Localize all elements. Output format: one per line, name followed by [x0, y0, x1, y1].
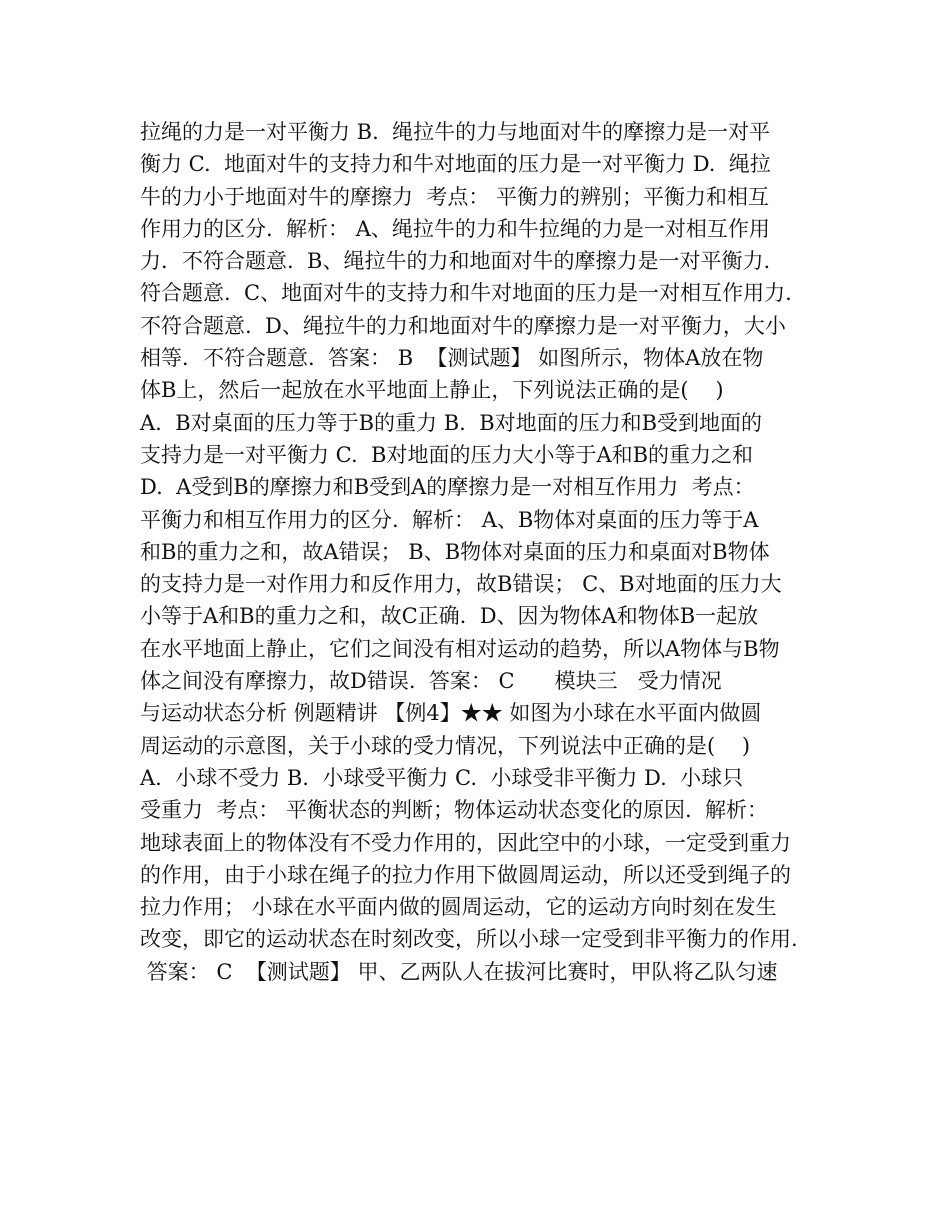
text-line: 作用力的区分. 解析： A、绳拉牛的力和牛拉绳的力是一对相互作用	[140, 216, 770, 241]
text-line: 符合题意. C、地面对牛的支持力和牛对地面的压力是一对相互作用力.	[140, 281, 792, 306]
text-line: 和B的重力之和，故A错误； B、B物体对桌面的压力和桌面对B物体	[140, 539, 770, 564]
text-line: 相等．不符合题意. 答案： B 【测试题】 如图所示，物体A放在物	[140, 346, 764, 371]
text-line: 的支持力是一对作用力和反作用力，故B错误； C、B对地面的压力大	[140, 572, 782, 597]
text-line: 答案： C 【测试题】 甲、乙两队人在拔河比赛时，甲队将乙队匀速	[140, 959, 778, 984]
text-line: 支持力是一对平衡力 C. B对地面的压力大小等于A和B的重力之和	[140, 442, 754, 467]
text-line: A. B对桌面的压力等于B的重力 B. B对地面的压力和B受到地面的	[140, 410, 763, 435]
text-line: 衡力 C. 地面对牛的支持力和牛对地面的压力是一对平衡力 D. 绳拉	[140, 152, 771, 177]
text-line: 改变，即它的运动状态在时刻改变，所以小球一定受到非平衡力的作用.	[140, 927, 798, 952]
text-line: 与运动状态分析 例题精讲 【例4】★★ 如图为小球在水平面内做圆	[140, 701, 762, 726]
text-line: 体B上，然后一起放在水平地面上静止，下列说法正确的是( )	[140, 378, 724, 403]
text-line: 周运动的示意图，关于小球的受力情况，下列说法中正确的是( )	[140, 733, 751, 758]
text-line: 体之间没有摩擦力，故D错误. 答案： C 模块三 受力情况	[140, 669, 722, 694]
text-line: 在水平地面上静止，它们之间没有相对运动的趋势，所以A物体与B物	[140, 636, 780, 661]
text-line: 不符合题意. D、绳拉牛的力和地面对牛的摩擦力是一对平衡力，大小	[140, 313, 786, 338]
text-line: D. A受到B的摩擦力和B受到A的摩擦力是一对相互作用力 考点：	[140, 475, 755, 500]
text-line: 拉力作用； 小球在水平面内做的圆周运动，它的运动方向时刻在发生	[140, 895, 777, 920]
text-line: 牛的力小于地面对牛的摩擦力 考点： 平衡力的辨别；平衡力和相互	[140, 184, 770, 209]
body-text	[140, 116, 830, 988]
text-line: 受重力 考点： 平衡状态的判断；物体运动状态变化的原因. 解析：	[140, 798, 769, 823]
text-line: 小等于A和B的重力之和，故C正确. D、因为物体A和物体B一起放	[140, 604, 759, 629]
text-line: 平衡力和相互作用力的区分. 解析： A、B物体对桌面的压力等于A	[140, 507, 759, 532]
text-line: 地球表面上的物体没有不受力作用的，因此空中的小球，一定受到重力	[140, 830, 791, 855]
text-line: 力．不符合题意. B、绳拉牛的力和地面对牛的摩擦力是一对平衡力.	[140, 249, 771, 274]
text-line: 的作用，由于小球在绳子的拉力作用下做圆周运动，所以还受到绳子的	[140, 862, 791, 887]
text-line: 拉绳的力是一对平衡力 B. 绳拉牛的力与地面对牛的摩擦力是一对平	[140, 120, 771, 144]
text-line: A. 小球不受力 B. 小球受平衡力 C. 小球受非平衡力 D. 小球只	[140, 765, 744, 790]
